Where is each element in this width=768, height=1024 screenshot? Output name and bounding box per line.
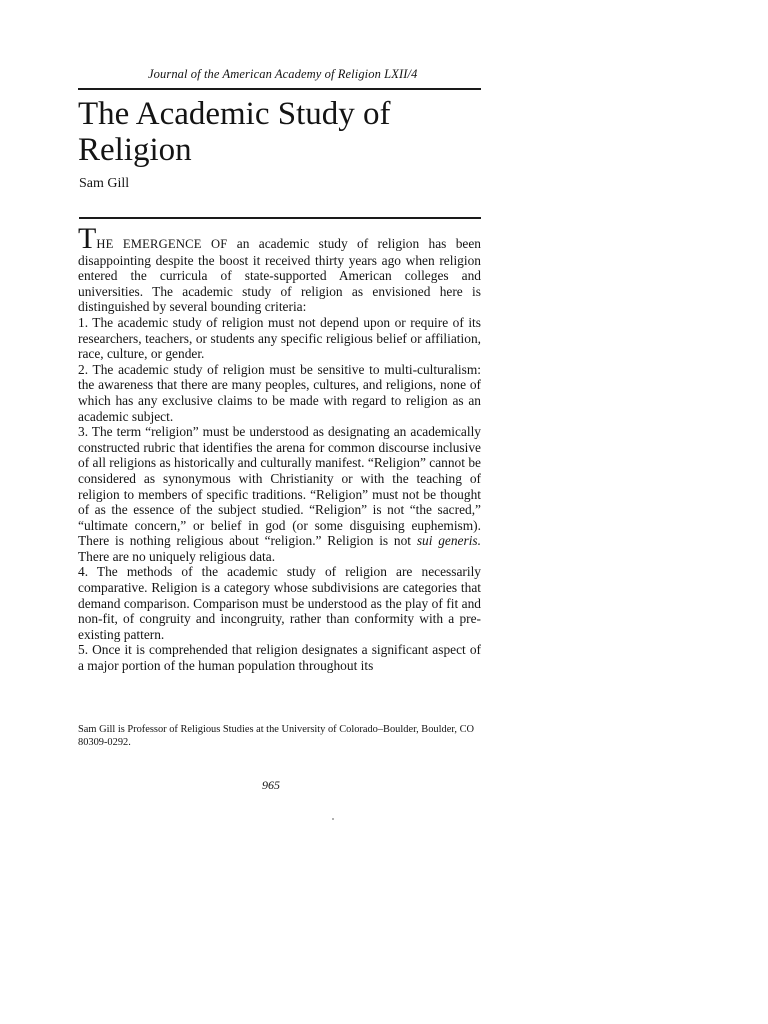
author-footnote: Sam Gill is Professor of Religious Studies at the University of Colorado–Boulder, Boulder, CO 80309-0292. [78,724,475,748]
criterion-3-italic: sui generis. [416,533,481,549]
article-body [78,222,481,674]
criterion-4: 4. The methods of the academic study of religion are necessarily comparative. Religion is a category whose subdivisions are categories that demand comparison. Comparison must be understood as the play of fit and non-fit, of congruity and incongruity, rather than conformity with a pre-existing pattern. [78,564,481,642]
title-rule [79,217,481,219]
criterion-5: 5. Once it is comprehended that religion designates a significant aspect of a major portion of the human population throughout its [78,642,481,674]
criterion-3 [78,424,481,564]
intro-paragraph [78,222,481,315]
page-number: 965 [262,778,280,792]
criterion-3-text: 3. The term “religion” must be understood as designating an academically constructed rubric that identifies the arena for common discourse inclusive of all religions as historically and culturally manifest. “Religion” cannot be considered as synonymous with Christianity or with the teaching of religion to members of specific traditions. “Religion” must not be thought of as the essence of the subject studied. “Religion” is not “the sacred,” “ultimate concern,” or belief in god (or some disguising euphemism). There is nothing religious about “religion.” Religion is not [78,424,481,549]
intro-small-caps: HE EMERGENCE OF [96,237,228,251]
running-head: Journal of the American Academy of Religion LXII/4 [148,67,418,81]
criterion-2: 2. The academic study of religion must be sensitive to multi-culturalism: the awareness that there are many peoples, cultures, and religions, none of which has any exclusive claims to be made with regard to religion as an academic subject. [78,361,481,424]
header-rule [78,88,481,90]
author-name: Sam Gill [79,176,130,191]
scan-speck [332,818,334,820]
article-title: The Academic Study of Religion [78,96,391,168]
criterion-3-end: There are no uniquely religious data. [78,548,276,564]
drop-cap: T [78,222,97,255]
criterion-1: 1. The academic study of religion must not depend upon or require of its researchers, teachers, or students any specific religious belief or affiliation, race, culture, or gender. [78,314,481,362]
intro-text: an academic study of religion has been disappointing despite the boost it received thirty years ago when religion entered the curricula of state-supported American colleges and universities. The academic study of religion as envisioned here is distinguished by several bounding criteria: [78,236,481,315]
